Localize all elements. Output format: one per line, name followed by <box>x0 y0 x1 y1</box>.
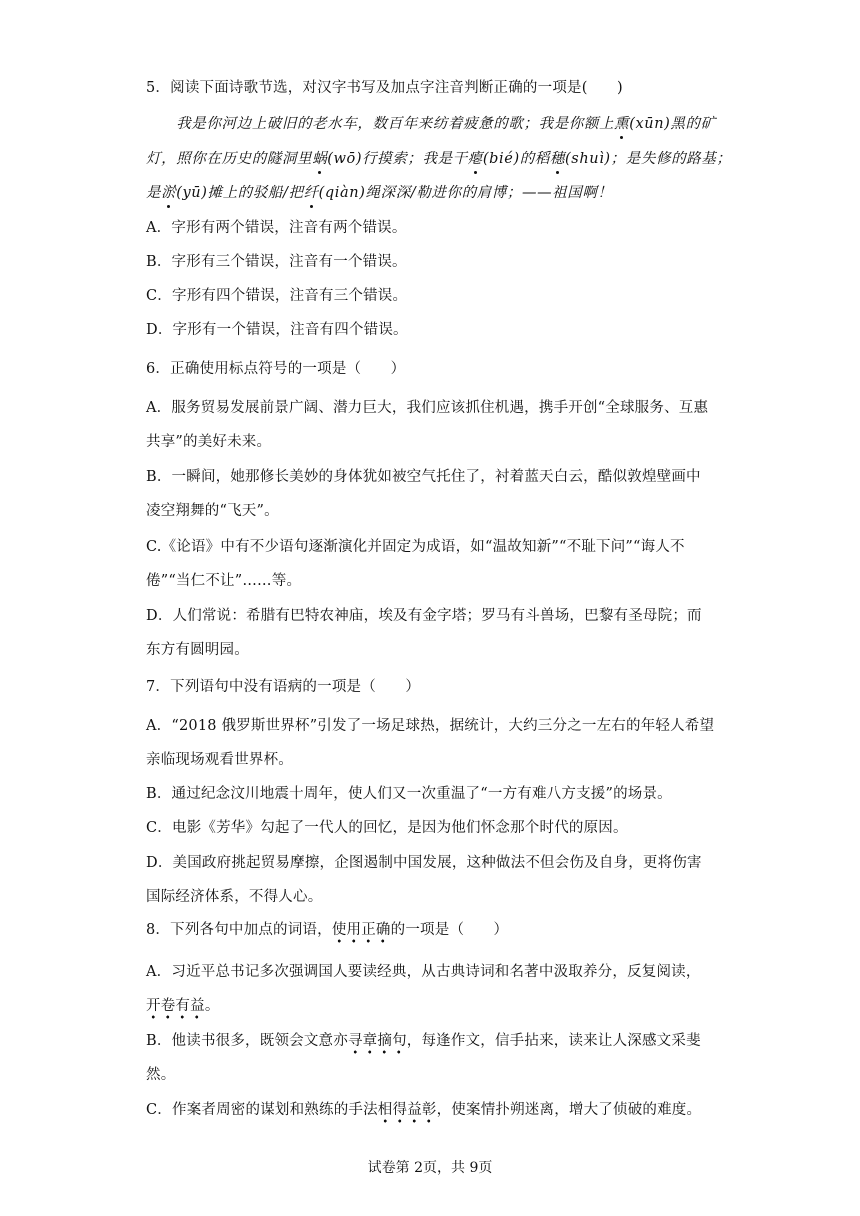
q6-option-d-line-1: D．人们常说：希腊有巴特农神庙，埃及有金字塔；罗马有斗兽场，巴黎有圣母院；而 <box>146 608 702 624</box>
dotted-phrase: 寻章摘句 <box>348 1033 407 1054</box>
q7-stem: 7．下列语句中没有语病的一项是（ ） <box>146 679 421 695</box>
dotted-phrase: 使用正确 <box>332 922 391 943</box>
q8-stem: 8．下列各句中加点的词语，使用正确的一项是（ ） <box>146 920 508 940</box>
dotted-phrase: 相得益彰 <box>378 1102 437 1123</box>
q5-option-d: D．字形有一个错误，注音有四个错误。 <box>146 322 408 338</box>
q6-option-c-line-1: C.《论语》中有不少语句逐渐演化并固定为成语，如“温故知新”“不耻下问”“诲人不 <box>146 539 685 555</box>
dotted-char: 纤 <box>303 185 319 201</box>
q7-option-d-line-2: 国际经济体系，不得人心。 <box>146 889 323 905</box>
dotted-char: 淤 <box>161 185 177 201</box>
q5-poem-line-1: 我是你河边上破旧的老水车，数百年来纺着疲惫的歌；我是你额上熏(xūn)黑的矿 <box>146 116 716 132</box>
q8-option-b-line-2: 然。 <box>146 1067 176 1083</box>
q6-option-a-line-1: A．服务贸易发展前景广阔、潜力巨大，我们应该抓住机遇，携手开创“全球服务、互惠 <box>146 400 709 416</box>
q6-option-b-line-1: B．一瞬间，她那修长美妙的身体犹如被空气托住了，衬着蓝天白云，酷似敦煌壁画中 <box>146 469 701 485</box>
q7-option-c: C．电影《芳华》勾起了一代人的回忆，是因为他们怀念那个时代的原因。 <box>146 820 628 836</box>
q5-poem-line-3: 是淤(yū)摊上的驳船/把纤(qiàn)绳深深/勒进你的肩博；——祖国啊！ <box>146 185 613 201</box>
dotted-char: 蜗 <box>312 151 328 167</box>
q7-option-a-line-2: 亲临现场观看世界杯。 <box>146 752 293 768</box>
q8-option-a-line-2: 开卷有益。 <box>146 996 220 1016</box>
q6-option-b-line-2: 凌空翔舞的“飞天”。 <box>146 503 279 519</box>
q7-option-a-line-1: A．“2018 俄罗斯世界杯”引发了一场足球热，据统计，大约三分之一左右的年轻人希望 <box>146 718 715 734</box>
dotted-char: 瘪 <box>467 151 483 167</box>
q5-poem-line-2: 灯，照你在历史的隧洞里蜗(wō)行摸索；我是干瘪(bié)的稻穗(shuì)；是失修的路基； <box>146 151 732 167</box>
q6-option-d-line-2: 东方有圆明园。 <box>146 642 249 658</box>
q6-option-c-line-2: 倦”“当仁不让”……等。 <box>146 573 302 589</box>
page-footer: 试卷第 2页，共 9页 <box>367 1160 493 1176</box>
q7-option-b: B．通过纪念汶川地震十周年，使人们又一次重温了“一方有难八方支援”的场景。 <box>146 786 672 802</box>
dotted-char: 熏 <box>614 116 630 132</box>
q8-option-c: C．作案者周密的谋划和熟练的手法相得益彰，使案情扑朔迷离，增大了侦破的难度。 <box>146 1100 701 1120</box>
q5-stem: 5．阅读下面诗歌节选，对汉字书写及加点字注音判断正确的一项是( ) <box>146 80 623 96</box>
q5-option-c: C．字形有四个错误，注音有三个错误。 <box>146 288 408 304</box>
dotted-char: 穗 <box>549 151 566 167</box>
dotted-phrase: 开卷有益 <box>146 998 205 1019</box>
q8-option-a-line-1: A．习近平总书记多次强调国人要读经典，从古典诗词和名著中汲取养分，反复阅读， <box>146 964 701 980</box>
q5-option-a: A．字形有两个错误，注音有两个错误。 <box>146 220 407 236</box>
q7-option-d-line-1: D．美国政府挑起贸易摩擦，企图遏制中国发展，这种做法不但会伤及自身，更将伤害 <box>146 855 702 871</box>
q6-stem: 6．正确使用标点符号的一项是（ ） <box>146 361 406 377</box>
q5-option-b: B．字形有三个错误，注音有一个错误。 <box>146 254 407 270</box>
q6-option-a-line-2: 共享”的美好未来。 <box>146 434 272 450</box>
q8-option-b-line-1: B．他读书很多，既领会文意亦寻章摘句，每逢作文，信手拈来，读来让人深感文采斐 <box>146 1031 701 1051</box>
